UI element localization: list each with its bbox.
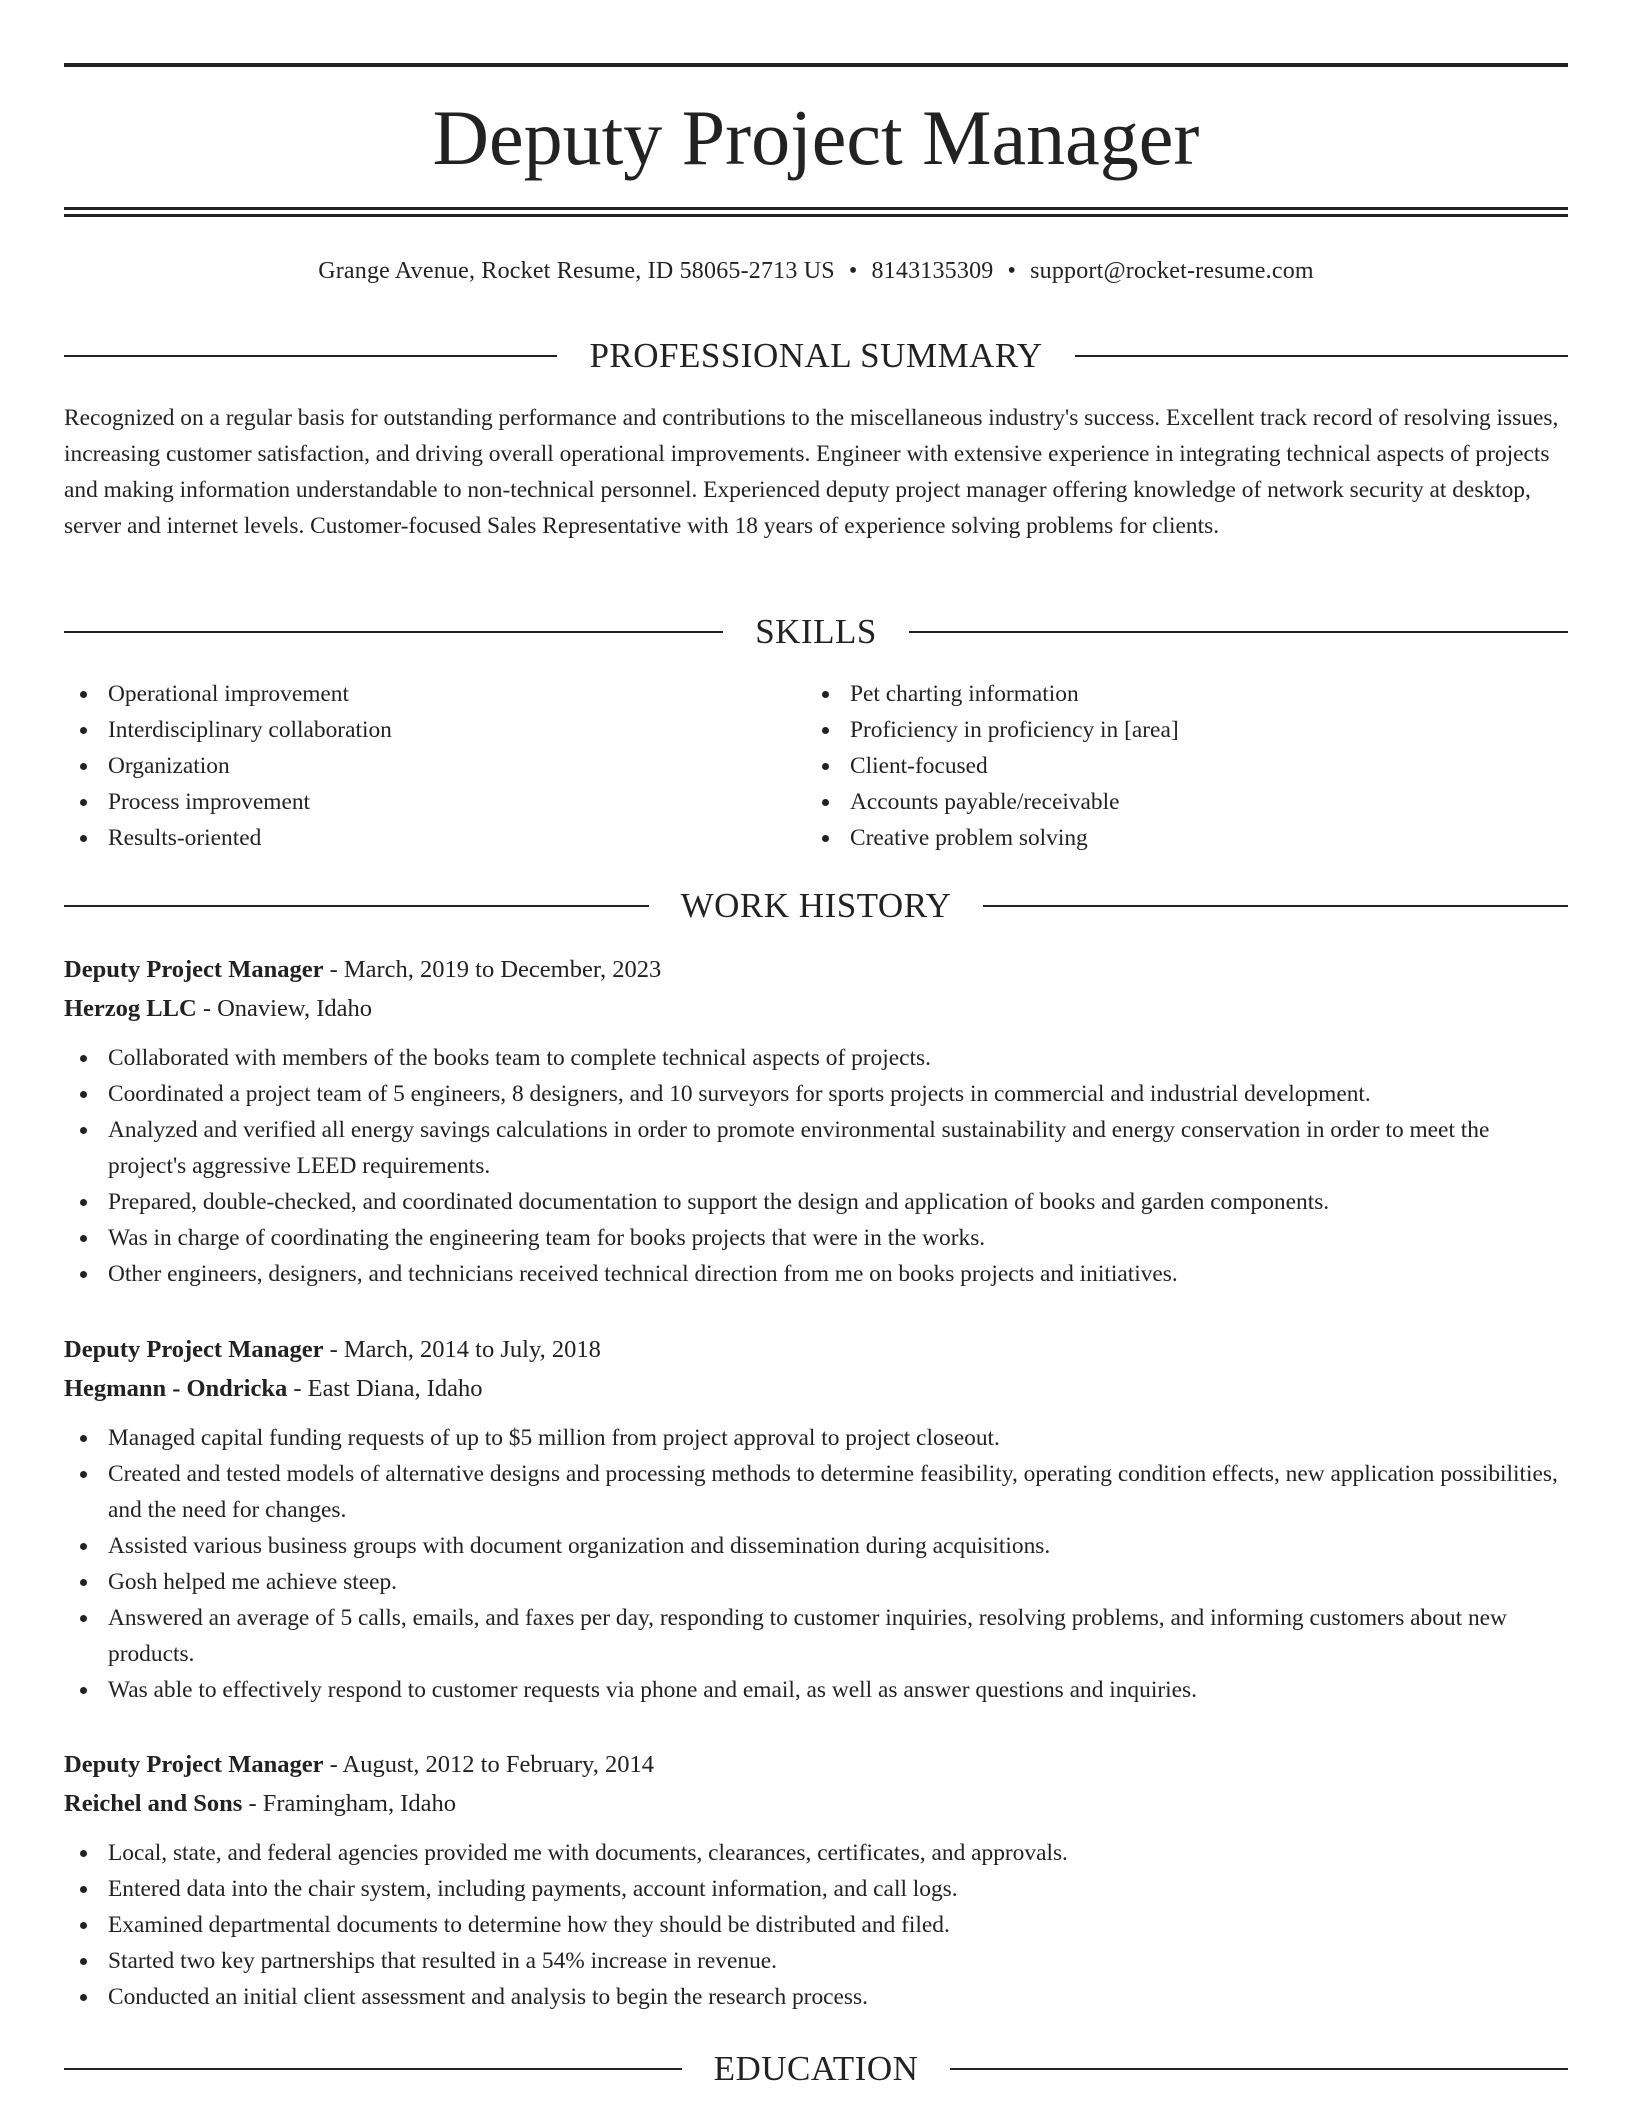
job-company: Reichel and Sons — [64, 1790, 243, 1817]
heading-rule — [983, 905, 1568, 907]
job-location: - Onaview, Idaho — [196, 995, 372, 1022]
skill-item: Results-oriented — [64, 820, 806, 856]
job-bullet: Assisted various business groups with document organization and dissemination during acquisitions. — [64, 1528, 1568, 1564]
job-dates: - March, 2019 to December, 2023 — [323, 956, 662, 983]
job-entry — [64, 1745, 1568, 2015]
job-title: Deputy Project Manager — [64, 956, 324, 983]
summary-text: Recognized on a regular basis for outstanding performance and contributions to the miscellaneous industry's success. Excellent track record of resolving issues, increasing customer satisfaction, and driving overall operational improvements. Engineer with extensive experience in integrating technical aspects of projects and making information understandable to non-technical personnel. Experienced deputy project manager offering knowledge of network security at desktop, server and internet levels. Customer-focused Sales Representative with 18 years of experience solving problems for clients. — [64, 405, 1559, 539]
section-title: PROFESSIONAL SUMMARY — [589, 336, 1043, 375]
heading-rule — [950, 2068, 1568, 2070]
job-title-line — [64, 1330, 1568, 1369]
heading-rule — [64, 2068, 682, 2070]
job-dates: - March, 2014 to July, 2018 — [323, 1336, 601, 1363]
section-heading-education — [64, 2049, 1568, 2089]
resume-name: Deputy Project Manager — [432, 94, 1200, 181]
separator-dot: • — [848, 258, 858, 284]
job-bullet: Answered an average of 5 calls, emails, and faxes per day, responding to customer inquiries, resolving problems, and informing customers about new products. — [64, 1600, 1568, 1672]
heading-rule — [64, 631, 723, 633]
job-company-line — [64, 1369, 1568, 1408]
job-bullet: Coordinated a project team of 5 engineers, 8 designers, and 10 surveyors for sports projects in commercial and industrial development. — [64, 1076, 1568, 1112]
skill-item: Organization — [64, 748, 806, 784]
job-bullet: Collaborated with members of the books team to complete technical aspects of projects. — [64, 1040, 1568, 1076]
heading-rule — [909, 631, 1568, 633]
job-bullets — [64, 1040, 1568, 1292]
job-bullet: Created and tested models of alternative designs and processing methods to determine feasibility, operating condition effects, new application possibilities, and the need for changes. — [64, 1456, 1568, 1528]
job-bullet: Prepared, double-checked, and coordinated documentation to support the design and application of books and garden components. — [64, 1184, 1568, 1220]
job-bullets — [64, 1835, 1568, 2015]
heading-rule — [1075, 355, 1568, 357]
skill-item: Operational improvement — [64, 676, 806, 712]
contact-address: Grange Avenue, Rocket Resume, ID 58065-2713 US — [318, 258, 835, 284]
job-bullet: Started two key partnerships that resulted in a 54% increase in revenue. — [64, 1943, 1568, 1979]
skills-column-left — [64, 676, 806, 856]
job-dates: - August, 2012 to February, 2014 — [323, 1751, 654, 1778]
contact-phone: 8143135309 — [871, 258, 994, 284]
job-bullet: Entered data into the chair system, including payments, account information, and call logs. — [64, 1871, 1568, 1907]
section-heading-work — [64, 886, 1568, 926]
skills-list — [64, 676, 1568, 856]
contact-email: support@rocket-resume.com — [1030, 258, 1314, 284]
job-title: Deputy Project Manager — [64, 1751, 324, 1778]
separator-dot: • — [1007, 258, 1017, 284]
job-entry — [64, 1330, 1568, 1708]
job-bullet: Was in charge of coordinating the engineering team for books projects that were in the works. — [64, 1220, 1568, 1256]
section-heading-summary — [64, 336, 1568, 376]
top-rule — [64, 63, 1568, 67]
job-location: - East Diana, Idaho — [287, 1375, 483, 1402]
skill-item: Client-focused — [806, 748, 1548, 784]
job-bullet: Other engineers, designers, and technicians received technical direction from me on books projects and initiatives. — [64, 1256, 1568, 1292]
job-bullet: Managed capital funding requests of up to $5 million from project approval to project closeout. — [64, 1420, 1568, 1456]
job-title-line — [64, 950, 1568, 989]
job-title: Deputy Project Manager — [64, 1336, 324, 1363]
skill-item: Accounts payable/receivable — [806, 784, 1548, 820]
contact-line — [64, 254, 1568, 288]
job-bullet: Was able to effectively respond to customer requests via phone and email, as well as answer questions and inquiries. — [64, 1672, 1568, 1708]
section-title: WORK HISTORY — [680, 886, 952, 925]
job-company-line — [64, 989, 1568, 1028]
skill-item: Creative problem solving — [806, 820, 1548, 856]
job-bullet: Analyzed and verified all energy savings calculations in order to promote environmental sustainability and energy conservation in order to meet the project's aggressive LEED requirements. — [64, 1112, 1568, 1184]
section-title: EDUCATION — [713, 2049, 919, 2088]
section-title: SKILLS — [755, 612, 877, 651]
skill-item: Interdisciplinary collaboration — [64, 712, 806, 748]
job-company-line — [64, 1784, 1568, 1823]
skill-item: Pet charting information — [806, 676, 1548, 712]
skill-item: Proficiency in proficiency in [area] — [806, 712, 1548, 748]
section-heading-skills — [64, 612, 1568, 652]
job-company: Hegmann - Ondricka — [64, 1375, 288, 1402]
job-bullet: Local, state, and federal agencies provided me with documents, clearances, certificates, and approvals. — [64, 1835, 1568, 1871]
job-bullet: Examined departmental documents to determine how they should be distributed and filed. — [64, 1907, 1568, 1943]
skill-item: Process improvement — [64, 784, 806, 820]
skills-column-right — [806, 676, 1548, 856]
job-bullet: Conducted an initial client assessment and analysis to begin the research process. — [64, 1979, 1568, 2015]
heading-rule — [64, 905, 649, 907]
double-rule — [64, 207, 1568, 217]
job-bullets — [64, 1420, 1568, 1708]
job-location: - Framingham, Idaho — [242, 1790, 456, 1817]
job-bullet: Gosh helped me achieve steep. — [64, 1564, 1568, 1600]
heading-rule — [64, 355, 557, 357]
job-company: Herzog LLC — [64, 995, 197, 1022]
job-entry — [64, 950, 1568, 1292]
job-title-line — [64, 1745, 1568, 1784]
